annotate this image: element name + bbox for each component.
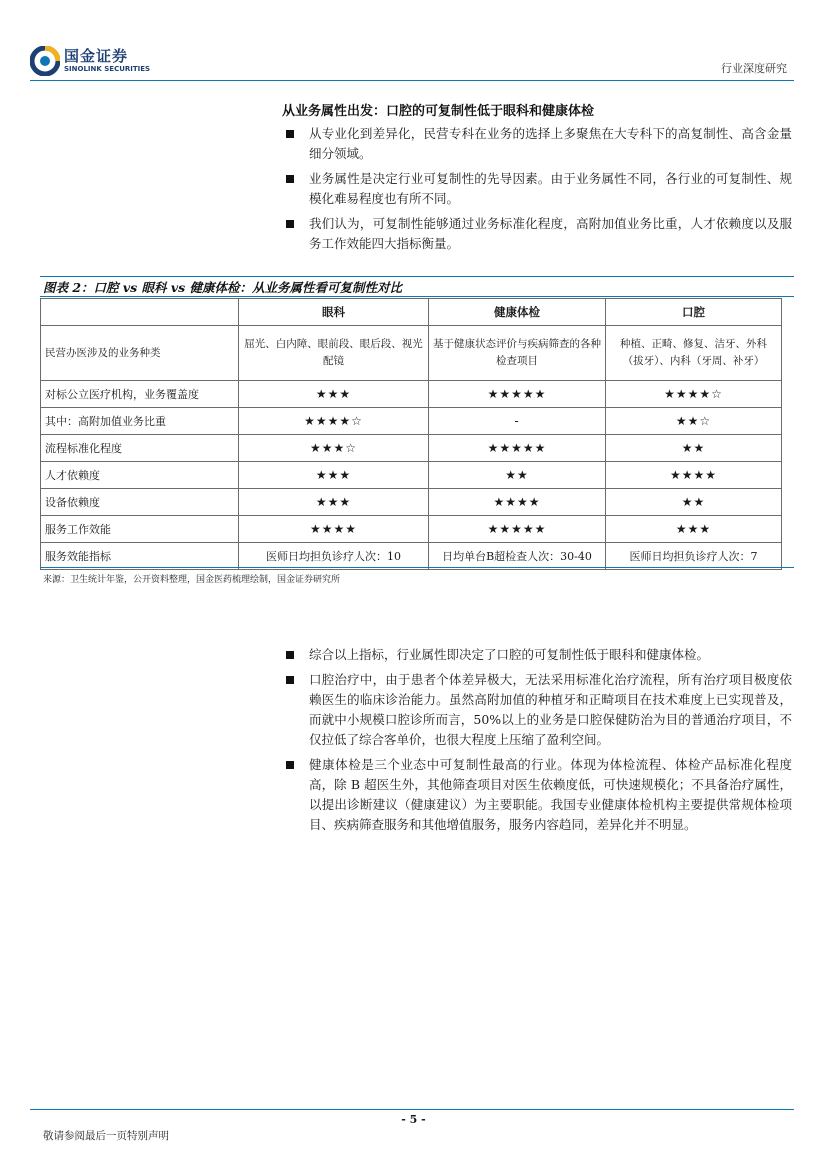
bullet-square-icon	[286, 130, 294, 138]
header-divider	[30, 80, 794, 81]
rating-cell: ★★★	[239, 381, 429, 408]
rating-cell: ★★★★★	[429, 516, 606, 543]
table-header-cell	[41, 299, 239, 326]
list-item: 口腔治疗中，由于患者个体差异极大，无法采用标准化治疗流程，所有治疗项目极度依赖医生的临床诊治能力。虽然高附加值的种植牙和正畸项目在技术难度上已实现普及，而就中小规模口腔诊所而言，50%以上的业务是口腔保健防治为目的普通治疗项目，不仅拉低了综合客单价，也很大程度上压缩了盈利空间。	[286, 670, 792, 750]
row-label: 服务效能指标	[41, 543, 239, 570]
page-header	[0, 0, 827, 80]
logo-en-text: SINOLINK SECURITIES	[64, 65, 151, 73]
list-item: 业务属性是决定行业可复制性的先导因素。由于业务属性不同，各行业的可复制性、规模化难易程度也有所不同。	[286, 169, 792, 209]
bullet-square-icon	[286, 220, 294, 228]
table-cell: 医师日均担负诊疗人次：10	[239, 543, 429, 570]
bullet-square-icon	[286, 175, 294, 183]
analysis-bullet-list	[286, 645, 792, 840]
list-item: 综合以上指标，行业属性即决定了口腔的可复制性低于眼科和健康体检。	[286, 645, 792, 665]
rating-cell: ★★★☆	[239, 435, 429, 462]
rating-cell: ★★★	[606, 516, 782, 543]
list-item: 从专业化到差异化，民营专科在业务的选择上多聚焦在大专科下的高复制性、高含金量细分领域。	[286, 124, 792, 164]
row-label: 民营办医涉及的业务种类	[41, 326, 239, 381]
table-header-row	[41, 299, 782, 326]
table-cell: 基于健康状态评价与疾病筛查的各种检查项目	[429, 326, 606, 381]
intro-bullet-list	[286, 124, 792, 259]
rating-cell: ★★★★	[429, 489, 606, 516]
chart-source: 来源：卫生统计年鉴，公开资料整理，国金医药梳理绘制，国金证券研究所	[43, 575, 341, 585]
logo-ring-icon	[30, 46, 60, 76]
rating-cell: ★★★	[239, 462, 429, 489]
report-type: 行业深度研究	[721, 62, 787, 75]
table-row	[41, 489, 782, 516]
table-row	[41, 408, 782, 435]
table-cell: 日均单台B超检查人次：30-40	[429, 543, 606, 570]
table-row	[41, 435, 782, 462]
rating-cell: ★★★★★	[429, 435, 606, 462]
bullet-square-icon	[286, 761, 294, 769]
table-header-cell: 健康体检	[429, 299, 606, 326]
rating-cell: ★★★★☆	[606, 381, 782, 408]
row-label: 人才依赖度	[41, 462, 239, 489]
table-row	[41, 543, 782, 570]
table-cell: 种植、正畸、修复、洁牙、外科（拔牙）、内科（牙周、补牙）	[606, 326, 782, 381]
row-label: 对标公立医疗机构，业务覆盖度	[41, 381, 239, 408]
list-item: 我们认为，可复制性能够通过业务标准化程度，高附加值业务比重，人才依赖度以及服务工作效能四大指标衡量。	[286, 214, 792, 254]
rating-cell: ★★★★	[606, 462, 782, 489]
rating-cell: -	[429, 408, 606, 435]
row-label: 服务工作效能	[41, 516, 239, 543]
row-label: 流程标准化程度	[41, 435, 239, 462]
rating-cell: ★★	[606, 489, 782, 516]
disclaimer-note: 敬请参阅最后一页特别声明	[43, 1130, 169, 1142]
rating-cell: ★★	[606, 435, 782, 462]
rating-cell: ★★	[429, 462, 606, 489]
footer-divider	[30, 1109, 794, 1110]
rating-cell: ★★★★☆	[239, 408, 429, 435]
table-row	[41, 326, 782, 381]
comparison-table	[40, 298, 782, 570]
row-label: 设备依赖度	[41, 489, 239, 516]
table-cell: 医师日均担负诊疗人次：7	[606, 543, 782, 570]
logo-cn-text: 国金证券	[64, 47, 129, 65]
chart-title: 图表 2：口腔 vs 眼科 vs 健康体检：从业务属性看可复制性对比	[43, 280, 403, 295]
chart-bottom-divider	[40, 567, 794, 568]
chart-title-divider	[40, 296, 794, 297]
bullet-square-icon	[286, 651, 294, 659]
company-logo	[30, 44, 160, 80]
row-label: 其中：高附加值业务比重	[41, 408, 239, 435]
table-row	[41, 462, 782, 489]
chart-top-divider	[40, 276, 794, 277]
table-header-cell: 眼科	[239, 299, 429, 326]
table-cell: 屈光、白内障、眼前段、眼后段、视光配镜	[239, 326, 429, 381]
section-title: 从业务属性出发：口腔的可复制性低于眼科和健康体检	[282, 104, 595, 119]
bullet-square-icon	[286, 676, 294, 684]
rating-cell: ★★☆	[606, 408, 782, 435]
table-row	[41, 381, 782, 408]
table-header-cell: 口腔	[606, 299, 782, 326]
rating-cell: ★★★★	[239, 516, 429, 543]
table-row	[41, 516, 782, 543]
page-number: - 5 -	[401, 1113, 426, 1126]
rating-cell: ★★★★★	[429, 381, 606, 408]
rating-cell: ★★★	[239, 489, 429, 516]
list-item: 健康体检是三个业态中可复制性最高的行业。体现为体检流程、体检产品标准化程度高，除 B 超医生外，其他筛查项目对医生依赖度低，可快速规模化；不具备治疗属性，以提出诊断建议（健康建议）为主要职能。我国专业健康体检机构主要提供常规体检项目、疾病筛查服务和其他增值服务，服务内容趋同，差异化并不明显。	[286, 755, 792, 835]
